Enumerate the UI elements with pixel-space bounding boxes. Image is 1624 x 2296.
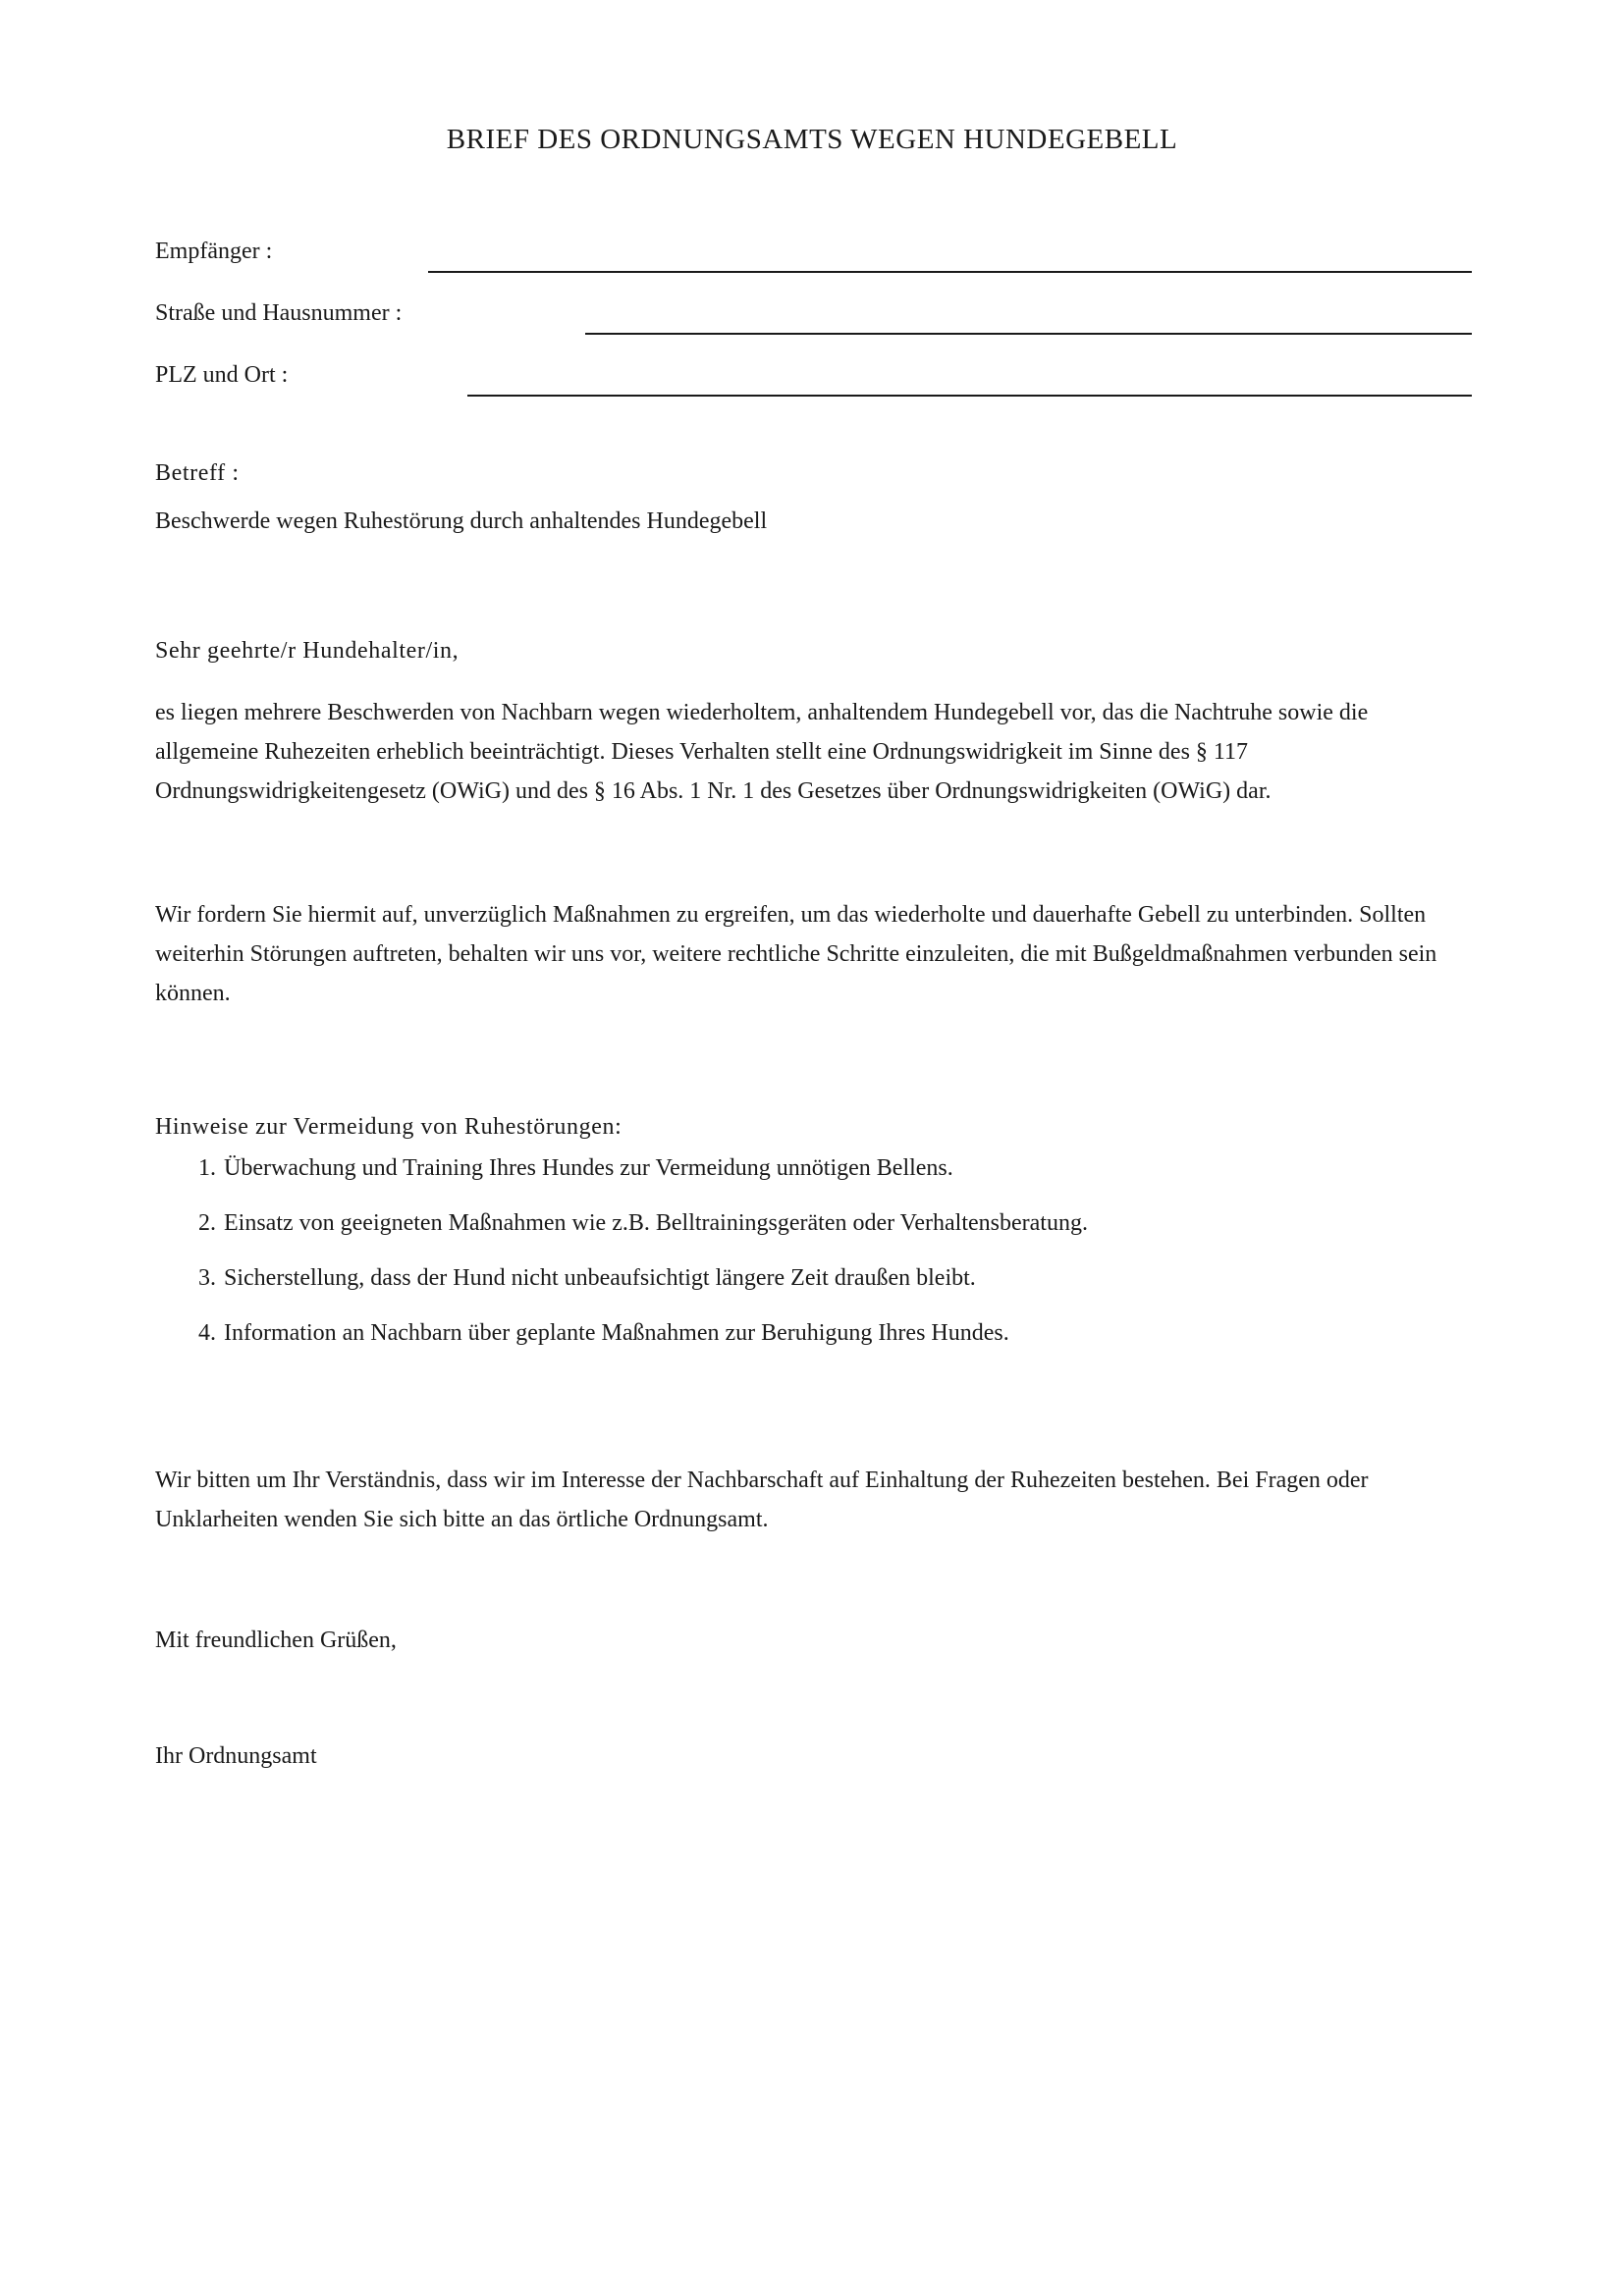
salutation: Sehr geehrte/r Hundehalter/in, xyxy=(155,638,460,664)
signature: Ihr Ordnungsamt xyxy=(155,1743,317,1769)
tip-item-4: 4. Information an Nachbarn über geplante Maßnahmen zur Beruhigung Ihres Hundes. xyxy=(222,1316,1543,1350)
tips-heading: Hinweise zur Vermeidung von Ruhestörungen: xyxy=(155,1114,623,1140)
body-paragraph-2: Wir fordern Sie hiermit auf, unverzüglich Maßnahmen zu ergreifen, um das wiederholte und dauerhafte Gebell zu unterbinden. Sollten weiterhin Störungen auftreten, behalten wir uns vor, weitere rechtliche Schritte einzuleiten, die mit Bußgeldmaßnahmen verbunden sein können. xyxy=(155,902,1437,1006)
recipient-fill-line xyxy=(428,271,1472,273)
tip-item-2: 2. Einsatz von geeigneten Maßnahmen wie z.B. Belltrainingsgeräten oder Verhaltensberatung. xyxy=(222,1206,1543,1240)
street-label: Straße und Hausnummer : xyxy=(155,300,403,326)
subject-label: Betreff : xyxy=(155,460,240,486)
closing-paragraph: Wir bitten um Ihr Verständnis, dass wir im Interesse der Nachbarschaft auf Einhaltung der Ruhezeiten bestehen. Bei Fragen oder Unklarheiten wenden Sie sich bitte an das örtliche Ordnungsamt. xyxy=(155,1468,1369,1532)
postcode-city-label: PLZ und Ort : xyxy=(155,362,289,388)
postcode-city-fill-line xyxy=(467,395,1472,397)
greeting: Mit freundlichen Grüßen, xyxy=(155,1628,397,1653)
tip-item-1: 1. Überwachung und Training Ihres Hundes zur Vermeidung unnötigen Bellens. xyxy=(222,1151,1543,1185)
subject-text: Beschwerde wegen Ruhestörung durch anhaltendes Hundegebell xyxy=(155,508,768,534)
tips-list xyxy=(155,1151,1543,1371)
body-paragraph-1: es liegen mehrere Beschwerden von Nachbarn wegen wiederholtem, anhaltendem Hundegebell vor, das die Nachtruhe sowie die allgemeine Ruhezeiten erheblich beeinträchtigt. Dieses Verhalten stellt eine Ordnungswidrigkeit im Sinne des § 117 Ordnungswidrigkeitengesetz (OWiG) und des § 16 Abs. 1 Nr. 1 des Gesetzes über Ordnungswidrigkeiten (OWiG) dar. xyxy=(155,700,1369,804)
tip-item-3: 3. Sicherstellung, dass der Hund nicht unbeaufsichtigt längere Zeit draußen bleibt. xyxy=(222,1261,1543,1295)
recipient-label: Empfänger : xyxy=(155,239,273,264)
letter-title: BRIEF DES ORDNUNGSAMTS WEGEN HUNDEGEBELL xyxy=(446,124,1178,155)
street-fill-line xyxy=(585,333,1472,335)
